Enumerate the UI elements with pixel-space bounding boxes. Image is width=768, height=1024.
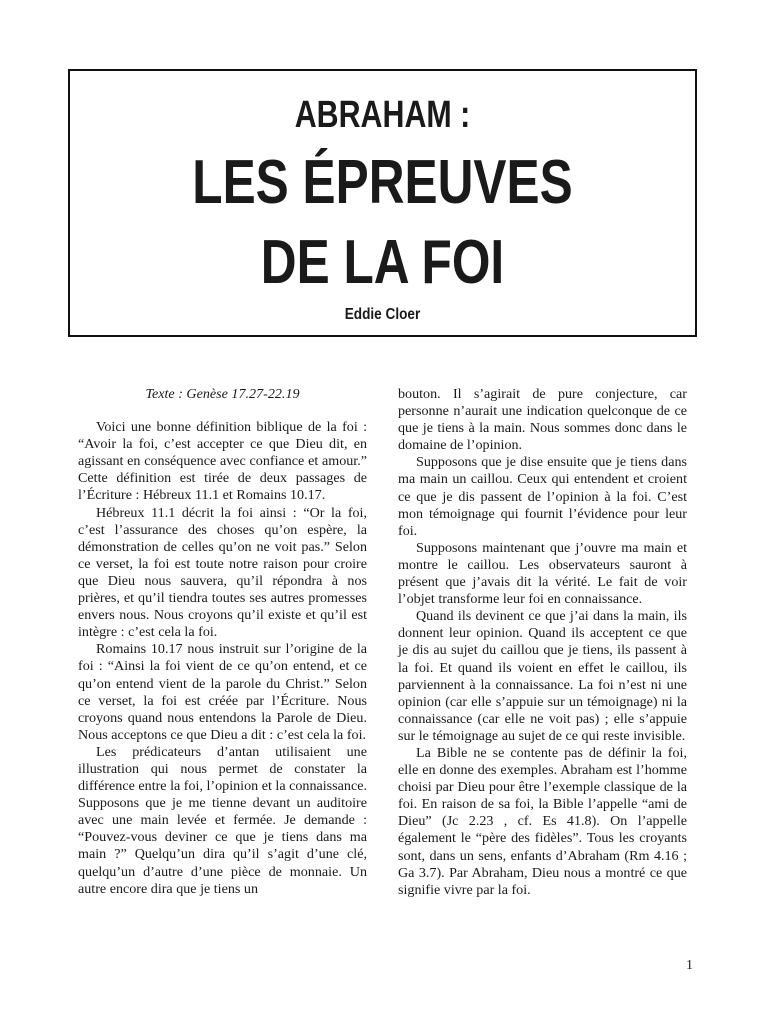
right-column [398, 386, 687, 899]
left-column [78, 386, 367, 898]
scripture-reference: Texte : Genèse 17.27-22.19 [145, 386, 300, 402]
title-line-2: LES ÉPREUVES [192, 148, 573, 217]
paragraph: La Bible ne se contente pas de définir la foi, elle en donne des exemples. Abraham est l’homme choisi par Dieu pour être l’exemple classique de la foi. En raison de sa foi, la Bible l’appelle “ami de Dieu” (Jc 2.23 , cf. Es 41.8). On l’appelle également le “père des fidèles”. Tous les croyants sont, dans un sens, enfants d’Abraham (Rm 4.16 ; Ga 3.7). Par Abraham, Dieu nous a montré ce que signifie vivre par la foi. [398, 744, 687, 898]
paragraph: Supposons maintenant que j’ouvre ma main et montre le caillou. Les observateurs sauront à présent que j’avais dit la vérité. Le fait de voir l’objet transforme leur foi en connaissance. [398, 539, 687, 608]
title-line-3: DE LA FOI [260, 228, 505, 297]
paragraph: Les prédicateurs d’antan utilisaient une illustration qui nous permet de constater la différence entre la foi, l’opinion et la connaissance. Supposons que je me tienne devant un auditoire avec une main levée et fermée. Je demande : “Pouvez-vous deviner ce que je tiens dans ma main ?” Quelqu’un dira qu’il s’agit d’une clé, quelqu’un d’autre d’une pièce de monnaie. Un autre encore dira que je tiens un [78, 743, 367, 897]
paragraph: Romains 10.17 nous instruit sur l’origine de la foi : “Ainsi la foi vient de ce qu’on entend, et ce qu’on entend vient de la parole du Christ.” Selon ce verset, la foi est créée par l’Écriture. Nous croyons quand nous entendons la Parole de Dieu. Nous acceptons ce que Dieu a dit : c’est cela la foi. [78, 641, 367, 743]
author-name: Eddie Cloer [344, 306, 421, 323]
title-line-1: ABRAHAM : [294, 94, 471, 136]
page-number: 1 [686, 958, 693, 973]
title-box [68, 69, 697, 337]
paragraph: Quand ils devinent ce que j’ai dans la main, ils donnent leur opinion. Quand ils acceptent ce que je dis au sujet du caillou que je tiens, ils passent à la foi. Et quand ils voient en effet le caillou, ils parviennent à la connaissance. La foi n’est ni une opinion (car elle s’appuie sur un témoignage) ni la connaissance (car elle ne voit pas) ; elle s’appuie sur le témoignage au sujet de ce qui reste invisible. [398, 608, 687, 744]
paragraph: Voici une bonne définition biblique de la foi : “Avoir la foi, c’est accepter ce que Dieu dit, en agissant en conséquence avec confiance et amour.” Cette définition est tirée de deux passages de l’Écriture : Hébreux 11.1 et Romains 10.17. [78, 419, 367, 504]
paragraph: Supposons que je dise ensuite que je tiens dans ma main un caillou. Ceux qui entendent et croient ce que je dis passent de l’opinion à la foi. C’est mon témoignage qui fournit l’évidence pour leur foi. [398, 454, 687, 539]
paragraph-continuation: bouton. Il s’agirait de pure conjecture, car personne n’aurait une indication quelconque de ce que je tiens à la main. Nous sommes donc dans le domaine de l’opinion. [398, 386, 687, 454]
paragraph: Hébreux 11.1 décrit la foi ainsi : “Or la foi, c’est l’assurance des choses qu’on espère, la démonstration de celles qu’on ne voit pas.” Selon ce verset, la foi est toute notre raison pour croire que Dieu nous sauvera, qu’il répondra à nos prières, et qu’il tiendra toutes ses autres promesses envers nous. Nous croyons qu’il existe et qu’il est intègre : c’est cela la foi. [78, 504, 367, 641]
